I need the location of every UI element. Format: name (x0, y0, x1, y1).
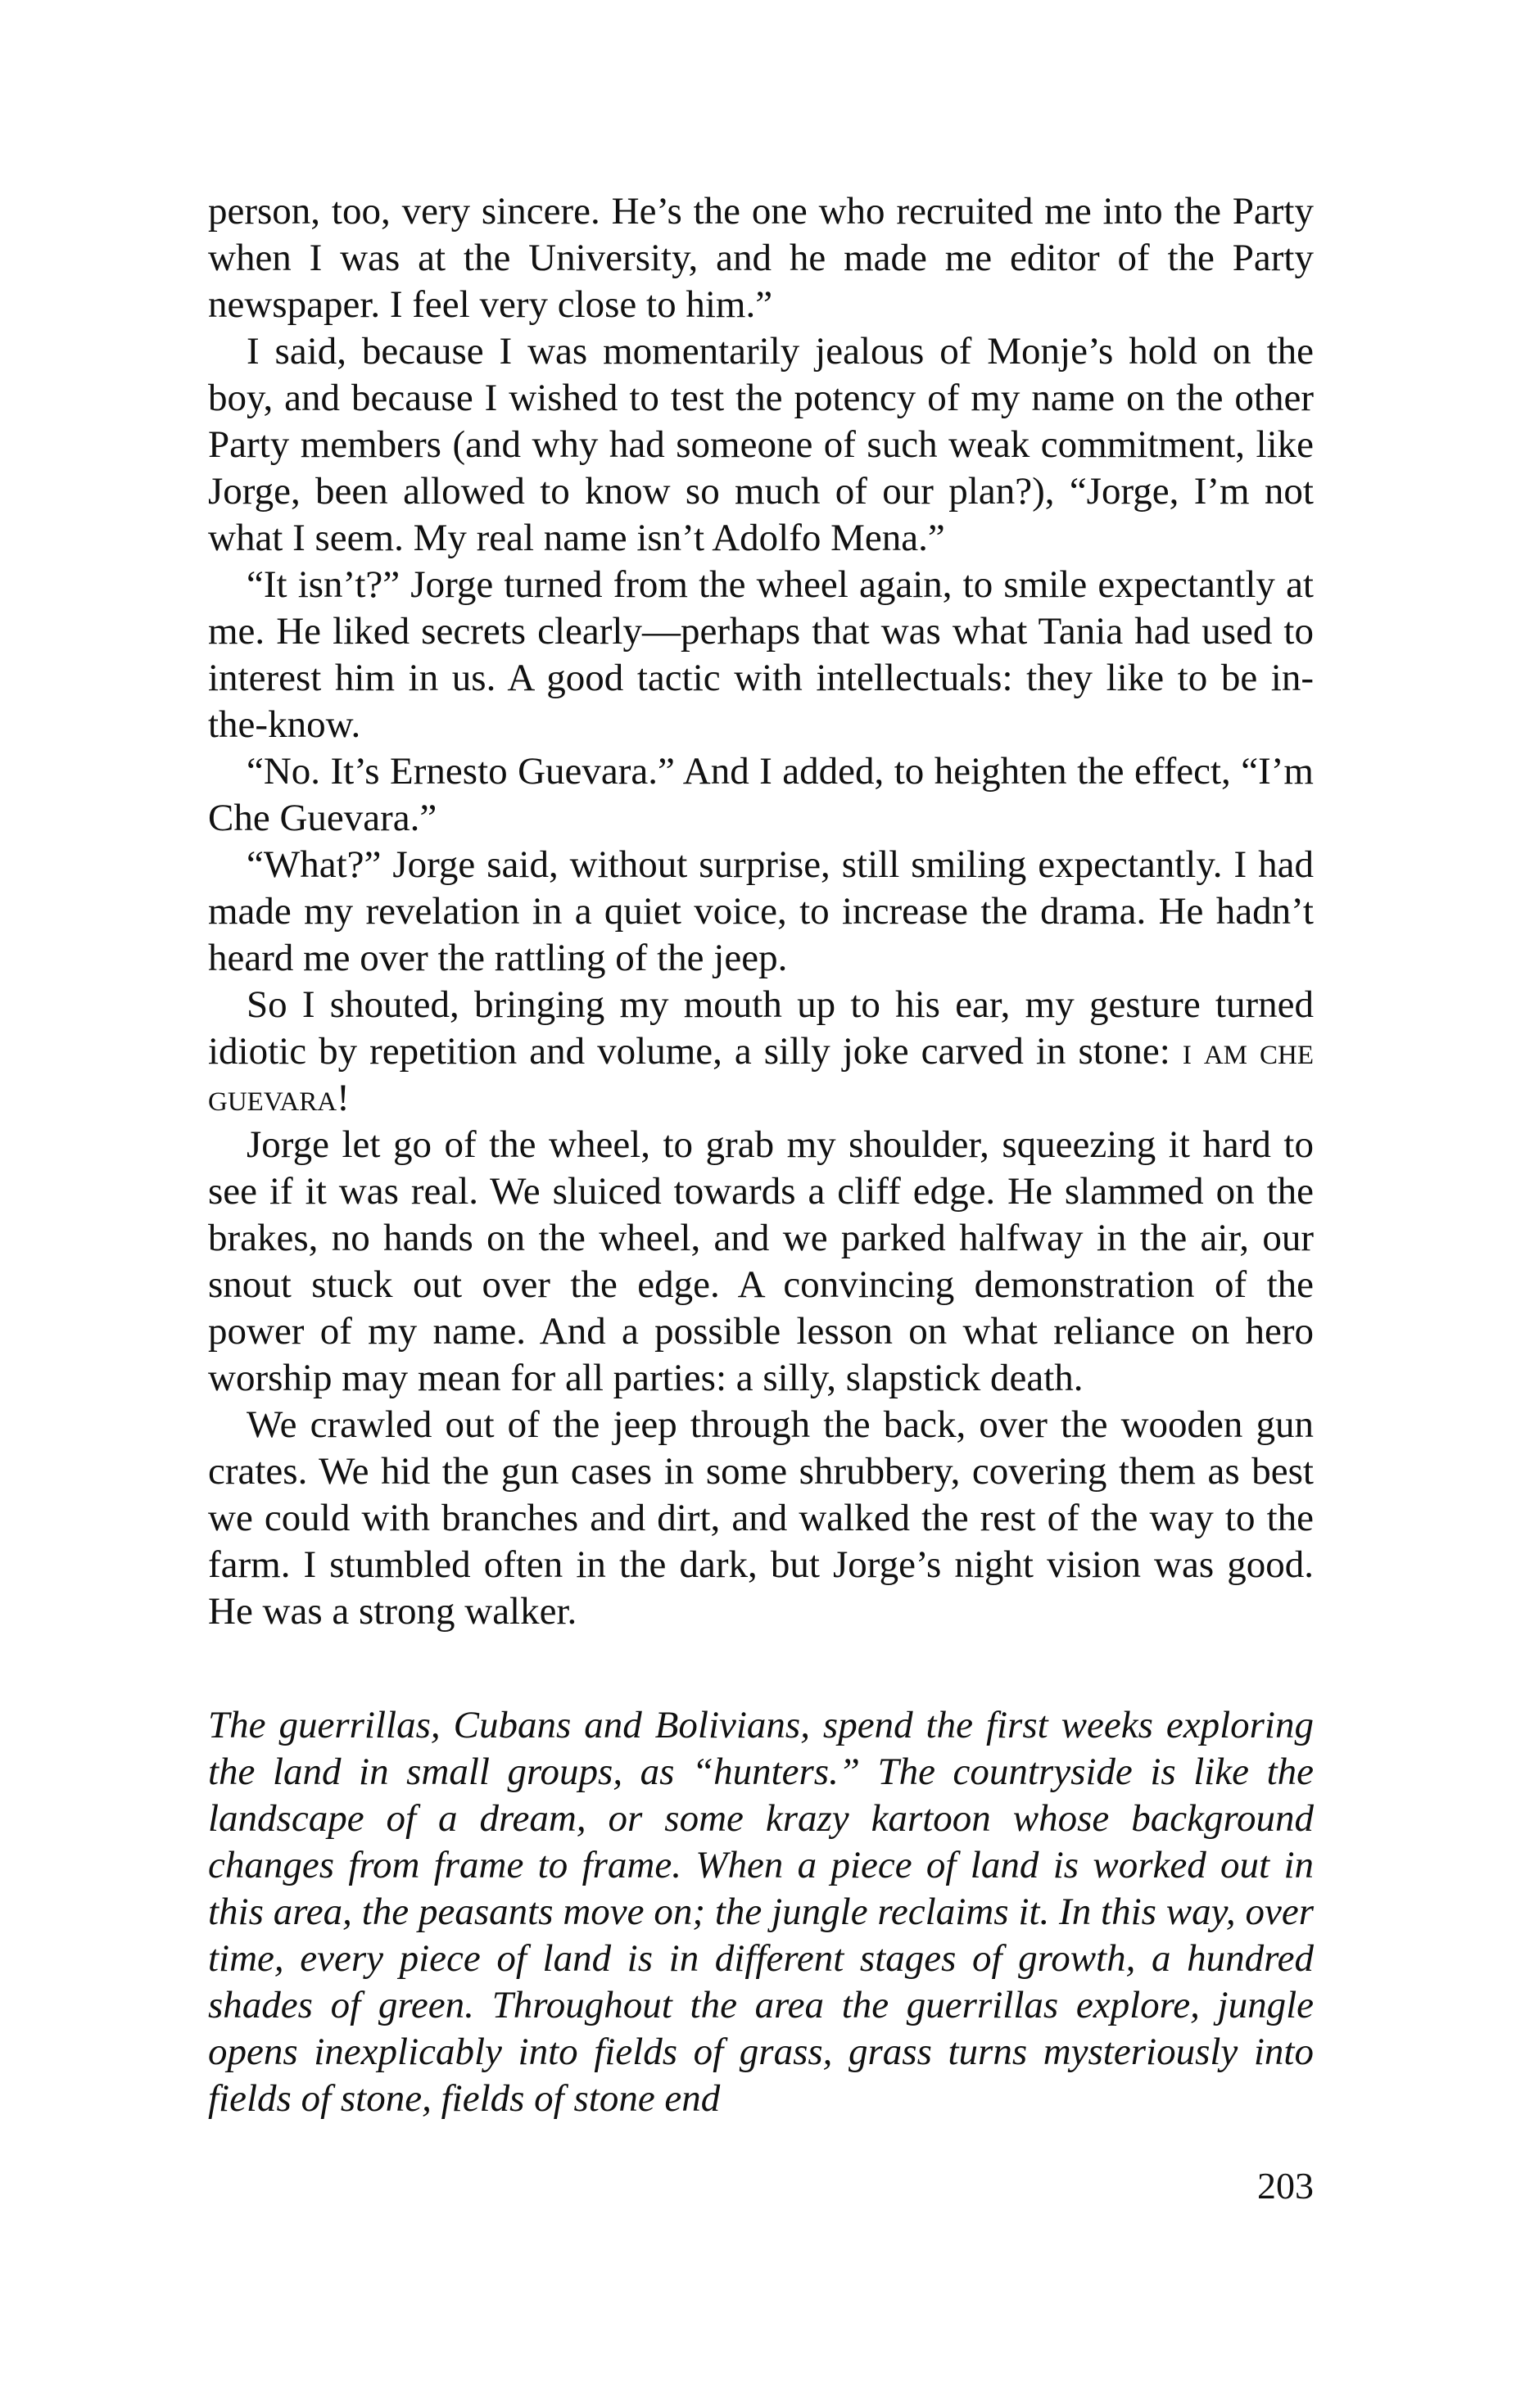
paragraph-6 (208, 982, 1314, 1122)
paragraph-7: Jorge let go of the wheel, to grab my shoulder, squeezing it hard to see if it was real. We sluiced towards a cliff edge. He slammed on the brakes, no hands on the wheel, and we parked halfway in the air, our snout stuck out over the edge. A convincing demonstration of the power of my name. And a possible lesson on what reliance on hero worship may mean for all parties: a silly, slapstick death. (208, 1123, 1314, 1399)
paragraph-2: I said, because I was momentarily jealous of Monje’s hold on the boy, and because I wished to test the potency of my name on the other Party members (and why had someone of such weak commitment, like Jorge, been allowed to know so much of our plan?), “Jorge, I’m not what I seem. My real name isn’t Adolfo Mena.” (208, 330, 1314, 559)
shout-text: i am che guevara (208, 1030, 1315, 1119)
paragraph-8: We crawled out of the jeep through the back, over the wooden gun crates. We hid the gun cases in some shrubbery, covering them as best we could with branches and dirt, and walked the rest of the way to the farm. I stumbled often in the dark, but Jorge’s night vision was good. He was a strong walker. (208, 1403, 1314, 1633)
shout-end: ! (337, 1077, 350, 1119)
italic-passage (208, 1702, 1314, 2122)
paragraph-3: “It isn’t?” Jorge turned from the wheel again, to smile expectantly at me. He liked secrets clearly—perhaps that was what Tania had used to interest him in us. A good tactic with intellectuals: they like to be in-the-know. (208, 563, 1314, 746)
book-page (208, 188, 1314, 2122)
paragraph-4: “No. It’s Ernesto Guevara.” And I added, to heighten the effect, “I’m Che Guevara.” (208, 750, 1314, 839)
page-number: 203 (1257, 2165, 1314, 2207)
paragraph-5: “What?” Jorge said, without surprise, still smiling expectantly. I had made my revelation in a quiet voice, to increase the drama. He hadn’t heard me over the rattling of the jeep. (208, 843, 1314, 979)
paragraph-1: person, too, very sincere. He’s the one who recruited me into the Party when I was at the University, and he made me editor of the Party newspaper. I feel very close to him.” (208, 190, 1314, 326)
shout-lead-in: So I shouted, bringing my mouth up to his ear, my gesture turned idiotic by repetition and volume, a silly joke carved in stone: (208, 983, 1314, 1073)
italic-passage-text: The guerrillas, Cubans and Bolivians, spend the first weeks exploring the land in small groups, as “hunters.” The countryside is like the landscape of a dream, or some krazy kartoon whose background changes from frame to frame. When a piece of land is worked out in this area, the peasants move on; the jungle reclaims it. In this way, over time, every piece of land is in different stages of growth, a hundred shades of green. Throughout the area the guerrillas explore, jungle opens inexplicably into fields of grass, grass turns mysteriously into fields of stone, fields of stone end (208, 1704, 1314, 2120)
body-text (208, 188, 1314, 1635)
